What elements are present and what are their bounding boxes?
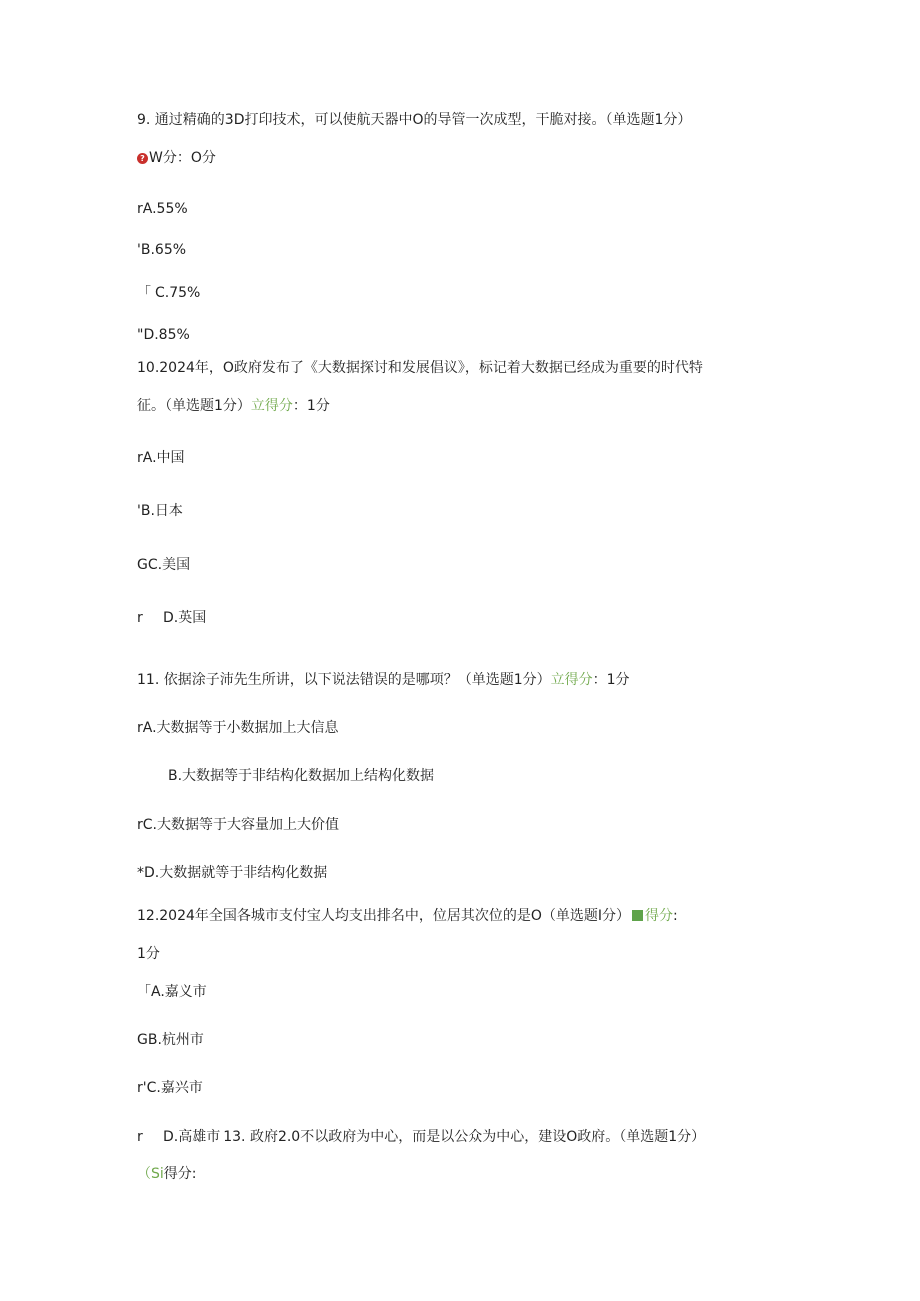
option-text: D.85%	[143, 327, 190, 343]
q12-question	[137, 906, 678, 926]
option-marker: *	[137, 865, 144, 881]
option-text: D.英国	[163, 610, 207, 626]
q9-score-label: W分：O分	[149, 150, 216, 166]
q11-option-d[interactable]	[137, 863, 327, 883]
q9-option-a[interactable]	[137, 199, 188, 219]
q10-question-line1: 10.2024年，O政府发布了《大数据探讨和发展倡议》，标记着大数据已经成为重要的时代特	[137, 360, 703, 376]
option-text: A.嘉义市	[151, 984, 207, 1000]
option-text: D.大数据就等于非结构化数据	[144, 865, 328, 881]
q10-option-a[interactable]	[137, 448, 185, 468]
q11-option-b[interactable]	[168, 766, 434, 786]
option-text: B.杭州市	[147, 1032, 204, 1048]
q9-score	[137, 148, 216, 168]
wrong-mark-icon: ?	[137, 153, 148, 164]
green-square-icon	[632, 910, 643, 921]
q12-question-text: 12.2024年全国各城市支付宝人均支出排名中，位居其次位的是O（单选题I分）	[137, 908, 631, 924]
q12-score-value: 1分	[137, 946, 160, 962]
option-marker: 「	[137, 984, 151, 1000]
option-text: C.75%	[155, 285, 201, 301]
option-text: A.中国	[142, 450, 185, 466]
q11-score-label: 立得分	[550, 672, 593, 688]
option-text: C.美国	[147, 557, 191, 573]
option-marker: G	[137, 557, 148, 573]
option-marker: r	[137, 201, 143, 217]
option-text: A.55%	[142, 201, 188, 217]
q10-option-b[interactable]	[137, 501, 183, 521]
option-marker: '	[137, 242, 141, 258]
option-marker: r	[137, 1129, 143, 1145]
q12-score-label: 得分	[645, 908, 674, 924]
option-text: B.日本	[140, 503, 183, 519]
q12-score-colon: :	[673, 908, 678, 924]
q11-question	[137, 670, 630, 690]
q10-score-label: 立得分	[250, 398, 293, 414]
option-marker: G	[137, 1032, 148, 1048]
q12-option-b[interactable]	[137, 1030, 204, 1050]
q13-question: 13. 政府2.0不以政府为中心，而是以公众为中心，建设O政府。（单选题1分）	[223, 1129, 706, 1145]
option-marker: r	[137, 610, 143, 626]
q10-option-d[interactable]	[137, 608, 206, 628]
option-text: C.大数据等于大容量加上大价值	[142, 817, 339, 833]
q11-score-value: ：1分	[592, 672, 630, 688]
q13-score-label: （Si	[137, 1166, 164, 1182]
option-marker: r'	[137, 1080, 147, 1096]
q12-option-c[interactable]	[137, 1078, 203, 1098]
option-marker: "	[137, 327, 144, 343]
option-marker: 「	[137, 285, 151, 301]
q12-option-a[interactable]	[137, 982, 207, 1002]
q11-option-c[interactable]	[137, 815, 339, 835]
q10-option-c[interactable]	[137, 555, 190, 575]
option-marker: '	[137, 503, 141, 519]
q10-question-text: 征。（单选题1分）	[137, 398, 251, 414]
option-marker: r	[137, 450, 143, 466]
q9-option-b[interactable]	[137, 240, 186, 260]
q13-score	[137, 1164, 197, 1184]
option-text: A.大数据等于小数据加上大信息	[142, 720, 339, 736]
q9-option-d[interactable]	[137, 325, 190, 345]
option-text: C.嘉兴市	[146, 1080, 203, 1096]
q9-option-c[interactable]	[137, 283, 200, 303]
q13-score-value: 得分:	[163, 1166, 197, 1182]
q10-question-line2	[137, 396, 330, 416]
q11-question-text: 11. 依据涂子沛先生所讲，以下说法错误的是哪项？（单选题1分）	[137, 672, 551, 688]
q10-score-value: ：1分	[292, 398, 330, 414]
q11-option-a[interactable]	[137, 718, 339, 738]
q12-option-d-text[interactable]: D.高雄市	[163, 1129, 221, 1145]
option-marker: r	[137, 720, 143, 736]
q12-option-d-and-q13	[137, 1127, 705, 1147]
option-marker: r	[137, 817, 143, 833]
option-text: B.65%	[140, 242, 187, 258]
q9-question: 9. 通过精确的3D打印技术，可以使航天器中O的导管一次成型，干脆对接。（单选题1分）	[137, 112, 692, 128]
option-text: B.大数据等于非结构化数据加上结构化数据	[168, 768, 435, 784]
